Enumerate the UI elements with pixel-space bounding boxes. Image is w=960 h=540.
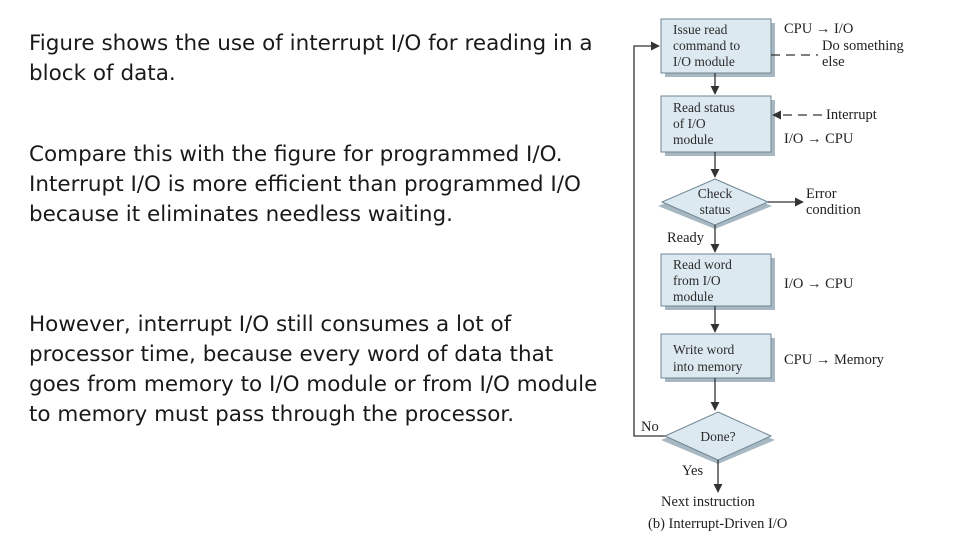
io-to-cpu-label-2: I/O → CPU <box>784 276 854 292</box>
read-status-line-3: module <box>673 132 714 147</box>
yes-label: Yes <box>682 463 704 479</box>
check-status-line-1: Check <box>697 186 733 201</box>
paragraph-comparison: Compare this with the figure for programmed I/O. Interrupt I/O is more efficient than programmed I/O because it eliminates needless waiting. <box>29 142 581 227</box>
check-status-line-2: status <box>699 202 731 217</box>
write-word-line-2: into memory <box>673 359 743 374</box>
cpu-to-memory-label: CPU → Memory <box>784 352 884 368</box>
read-word-line-2: from I/O <box>673 273 721 288</box>
read-word-line-3: module <box>673 289 714 304</box>
figure-caption: (b) Interrupt-Driven I/O <box>648 516 788 532</box>
do-something-line-2: else <box>822 54 845 70</box>
cpu-to-io-label: CPU → I/O <box>784 21 854 37</box>
write-word-line-1: Write word <box>673 342 735 357</box>
error-condition-line-2: condition <box>806 202 861 218</box>
issue-read-line-3: I/O module <box>673 54 735 69</box>
issue-read-line-2: command to <box>673 38 741 53</box>
paragraph-intro: Figure shows the use of interrupt I/O for reading in a block of data. <box>29 31 593 86</box>
no-label: No <box>641 419 659 435</box>
interrupt-label: Interrupt <box>826 107 877 123</box>
next-instruction-label: Next instruction <box>661 494 755 510</box>
read-status-line-1: Read status <box>673 100 735 115</box>
do-something-line-1: Do something <box>822 38 904 54</box>
done-label: Done? <box>700 429 736 444</box>
error-condition-line-1: Error <box>806 186 837 202</box>
read-status-line-2: of I/O <box>673 116 706 131</box>
read-word-line-1: Read word <box>673 257 732 272</box>
ready-label: Ready <box>667 230 705 246</box>
issue-read-line-1: Issue read <box>673 22 728 37</box>
io-to-cpu-label-1: I/O → CPU <box>784 131 854 147</box>
paragraph-drawback: However, interrupt I/O still consumes a lot of processor time, because every word of data that goes from memory to I/O module or from I/O module to memory must pass through the processor. <box>29 312 598 427</box>
